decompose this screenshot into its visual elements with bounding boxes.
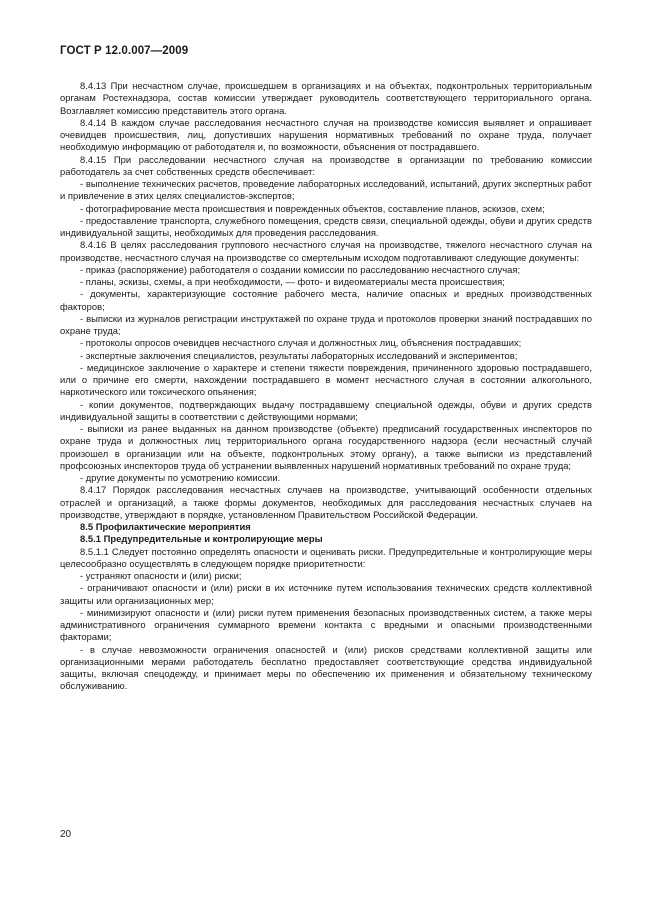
section-heading-8-5-1: 8.5.1 Предупредительные и контролирующие меры [80, 533, 323, 545]
list-item: - протоколы опросов очевидцев несчастного случая и должностных лиц, объяснения пострадавших; [80, 337, 522, 349]
paragraph-8-5-1-1: 8.5.1.1 Следует постоянно определять опасности и оценивать риски. Предупредительные и контролирующие меры целесообразно осуществлять в следующем порядке приоритетности: [60, 545, 592, 569]
list-item: - выполнение технических расчетов, проведение лабораторных исследований, испытаний, других экспертных работ и привлечение в этих целях специалистов-экспертов; [60, 178, 592, 202]
list-item: - экспертные заключения специалистов, результаты лабораторных исследований и экспериментов; [80, 349, 518, 361]
standard-header: ГОСТ Р 12.0.007—2009 [60, 45, 189, 57]
paragraph-8-4-16: 8.4.16 В целях расследования группового несчастного случая на производстве, тяжелого несчастного случая на производстве, несчастного случая на производстве со смертельным исходом подготавливают следующие документы: [60, 239, 592, 263]
paragraph-8-4-15: 8.4.15 При расследовании несчастного случая на производстве в организации по требованию комиссии работодатель за счет собственных средств обеспечивает: [60, 153, 592, 177]
list-item: - приказ (распоряжение) работодателя о создании комиссии по расследованию несчастного случая; [80, 263, 521, 275]
list-item: - в случае невозможности ограничения опасностей и (или) рисков средствами коллективной защиты или организационными мерами работодатель бесплатно предоставляет соответствующие средства индивидуальной защиты, включая спецодежду, и принимает меры по обеспечению их применения и обязательному техническому обслуживанию. [60, 643, 592, 692]
paragraph-8-4-17: 8.4.17 Порядок расследования несчастных случаев на производстве, учитывающий особенности отдельных отраслей и организаций, а также формы документов, необходимых для расследования несчастных случаев на производстве, утверждают в порядке, установленном Правительством Российской Федерации. [60, 484, 592, 520]
section-heading-8-5: 8.5 Профилактические мероприятия [80, 521, 251, 532]
list-item: - минимизируют опасности и (или) риски путем применения безопасных производственных систем, а также меры административного ограничения суммарного времени контакта с вредными и опасными производственными факторами; [60, 606, 592, 643]
page-number: 20 [60, 829, 72, 840]
list-item: - ограничивают опасности и (или) риски в их источнике путем использования технических средств коллективной защиты или организационных мер; [60, 582, 592, 606]
list-item: - выписки из журналов регистрации инструктажей по охране труда и протоколов проверки знаний пострадавших по охране труда; [60, 312, 592, 336]
list-item: - выписки из ранее выданных на данном производстве (объекте) предписаний государственных инспекторов по охране труда и должностных лиц территориального органа государственного надзора (если несчастный случай произошел в организации или на объекте, подконтрольных этому органу), а также выписки из представлений профсоюзных инспекторов труда об устранении выявленных нарушений нормативных требований по охране труда; [60, 423, 592, 471]
paragraph-8-4-14: 8.4.14 В каждом случае расследования несчастного случая на производстве комиссия выявляет и опрашивает очевидцев происшествия, лиц, допустивших нарушения нормативных требований по охране труда, получает необходимую информацию от работодателя и, по возможности, объяснения от пострадавшего. [60, 116, 592, 153]
list-item: - копии документов, подтверждающих выдачу пострадавшему специальной одежды, обуви и других средств индивидуальной защиты в соответствии с действующими нормами; [60, 398, 592, 422]
list-item: - медицинское заключение о характере и степени тяжести повреждения, причиненного здоровью пострадавшего, или о причине его смерти, нахождении пострадавшего в момент несчастного случая в состоянии алкогольного, наркотического или токсического опьянения; [60, 361, 592, 398]
list-item: - устраняют опасности и (или) риски; [80, 570, 242, 581]
list-item: - фотографирование места происшествия и поврежденных объектов, составление планов, эскизов, схем; [80, 202, 545, 214]
list-item: - документы, характеризующие состояние рабочего места, наличие опасных и вредных производственных факторов; [60, 288, 592, 312]
list-item: - другие документы по усмотрению комиссии. [80, 472, 281, 483]
document-body [60, 80, 592, 693]
list-item: - предоставление транспорта, служебного помещения, средств связи, специальной одежды, обуви и других средств индивидуальной защиты, необходимых для проведения расследования. [60, 214, 592, 238]
list-item: - планы, эскизы, схемы, а при необходимости, — фото- и видеоматериалы места происшествия; [80, 276, 505, 287]
paragraph-8-4-13: 8.4.13 При несчастном случае, происшедшем в организациях и на объектах, подконтрольных территориальным органам Ростехнадзора, состав комиссии утверждает руководитель соответствующего территориального органа. Возглавляет комиссию представитель этого органа. [60, 80, 592, 116]
